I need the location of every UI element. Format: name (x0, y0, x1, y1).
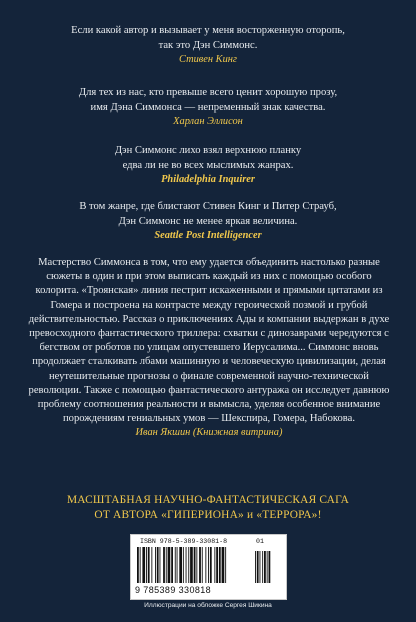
barcode-bar (148, 547, 150, 583)
barcode-bar (208, 547, 209, 583)
quote-source: Харлан Эллисон (173, 116, 243, 127)
barcode-bar (216, 547, 218, 583)
quote-king (0, 24, 416, 68)
quote-source: Philadelphia Inquirer (161, 174, 255, 185)
barcode-bar (199, 547, 201, 583)
barcode-addon: 01 (256, 538, 264, 545)
barcode-bar (151, 547, 152, 583)
barcode-bars (137, 547, 280, 585)
barcode-addon-bar (257, 551, 259, 583)
quote-ellison (0, 86, 416, 130)
barcode-bar (146, 547, 147, 583)
quote-text: Если какой автор и вызывает у меня восторженную оторопь, так это Дэн Симмонс. (71, 25, 345, 51)
barcode-addon-bar (262, 551, 263, 583)
illustration-credit: Иллюстрации на обложке Сергея Шикина (144, 602, 272, 609)
barcode-bar (210, 547, 212, 583)
barcode-bar (186, 547, 187, 583)
barcode-addon-bar (255, 551, 256, 583)
quote-text: Для тех из нас, кто превыше всего ценит хорошую прозу, имя Дэна Симмонса — непременный знак качества. (78, 87, 338, 113)
barcode (130, 534, 287, 600)
barcode-bar (225, 547, 226, 583)
barcode-addon-bar (267, 551, 268, 583)
barcode-bar (214, 547, 215, 583)
quote-seattle (0, 200, 416, 244)
review-text: Мастерство Симмонса в том, что ему удается объединить настолько разные сюжеты в один и при этом выписать каждый из них с помощью особого колорита. «Троянская» линия пестрит искаженными и прямыми цитатами из Гомера и построена на контрасте между героической позмой и грубой действительностью. Рассказ о приключениях Ады и компании выдержан в духе превосходного фантастического триллера: схватки с динозаврами чередуются с бегством от роботов по улицам опустевшего Иерусалима... Симмонс вновь продолжает сталкивать лбами машинную и человеческую цивилизации, делая неутешительные прогнозы о финале современной научно-технической революции. Также с помощью фантастического антуража он исследует давнюю проблему соотношения реальности и вымысла, уделяя особенное внимание порождениям гениальных умов — Шекспира, Гомера, Набокова. (28, 257, 390, 425)
barcode-bar (157, 547, 159, 583)
barcode-addon-bar (260, 551, 261, 583)
barcode-bar (219, 547, 221, 583)
barcode-bar (202, 547, 203, 583)
barcode-isbn: ISBN 978-5-389-33081-8 (140, 538, 228, 545)
barcode-bar (168, 547, 171, 583)
barcode-bar (171, 547, 173, 583)
review-block (26, 256, 392, 441)
barcode-bar (137, 547, 139, 583)
barcode-bar (194, 547, 196, 583)
barcode-bar (188, 547, 189, 583)
barcode-addon-bar (264, 551, 266, 583)
barcode-bar (196, 547, 197, 583)
barcode-bar (222, 547, 225, 583)
barcode-bar (183, 547, 184, 583)
barcode-bar (166, 547, 167, 583)
review-source: Иван Якшин (Книжная витрина) (135, 427, 283, 439)
saga-line-2: ОТ АВТОРА «ГИПЕРИОНА» и «ТЕРРОРА»! (94, 509, 322, 521)
barcode-bar (160, 547, 161, 583)
barcode-bar (177, 547, 178, 583)
barcode-bar (163, 547, 165, 583)
quote-text: В том жанре, где блистают Стивен Кинг и Питер Страуб, Дэн Симмонс не менее яркая величина. (79, 201, 337, 227)
quote-source: Seattle Post Intelligencer (154, 230, 262, 241)
barcode-bar (179, 547, 182, 583)
barcode-bar (142, 547, 145, 583)
quote-source: Стивен Кинг (179, 54, 237, 65)
barcode-bar (175, 547, 176, 583)
barcode-bar (205, 547, 206, 583)
saga-tagline (0, 493, 416, 523)
quote-philadelphia (0, 144, 416, 188)
barcode-bar (190, 547, 193, 583)
quote-text: Дэн Симмонс лихо взял верхнюю планку едва ли не во всех мыслимых жанрах. (114, 145, 302, 171)
barcode-digits: 9 785389 330818 (135, 585, 212, 595)
barcode-addon-bar (269, 551, 271, 583)
barcode-bar (140, 547, 141, 583)
barcode-bar (155, 547, 156, 583)
saga-line-1: МАСШТАБНАЯ НАУЧНО-ФАНТАСТИЧЕСКАЯ САГА (66, 494, 350, 506)
